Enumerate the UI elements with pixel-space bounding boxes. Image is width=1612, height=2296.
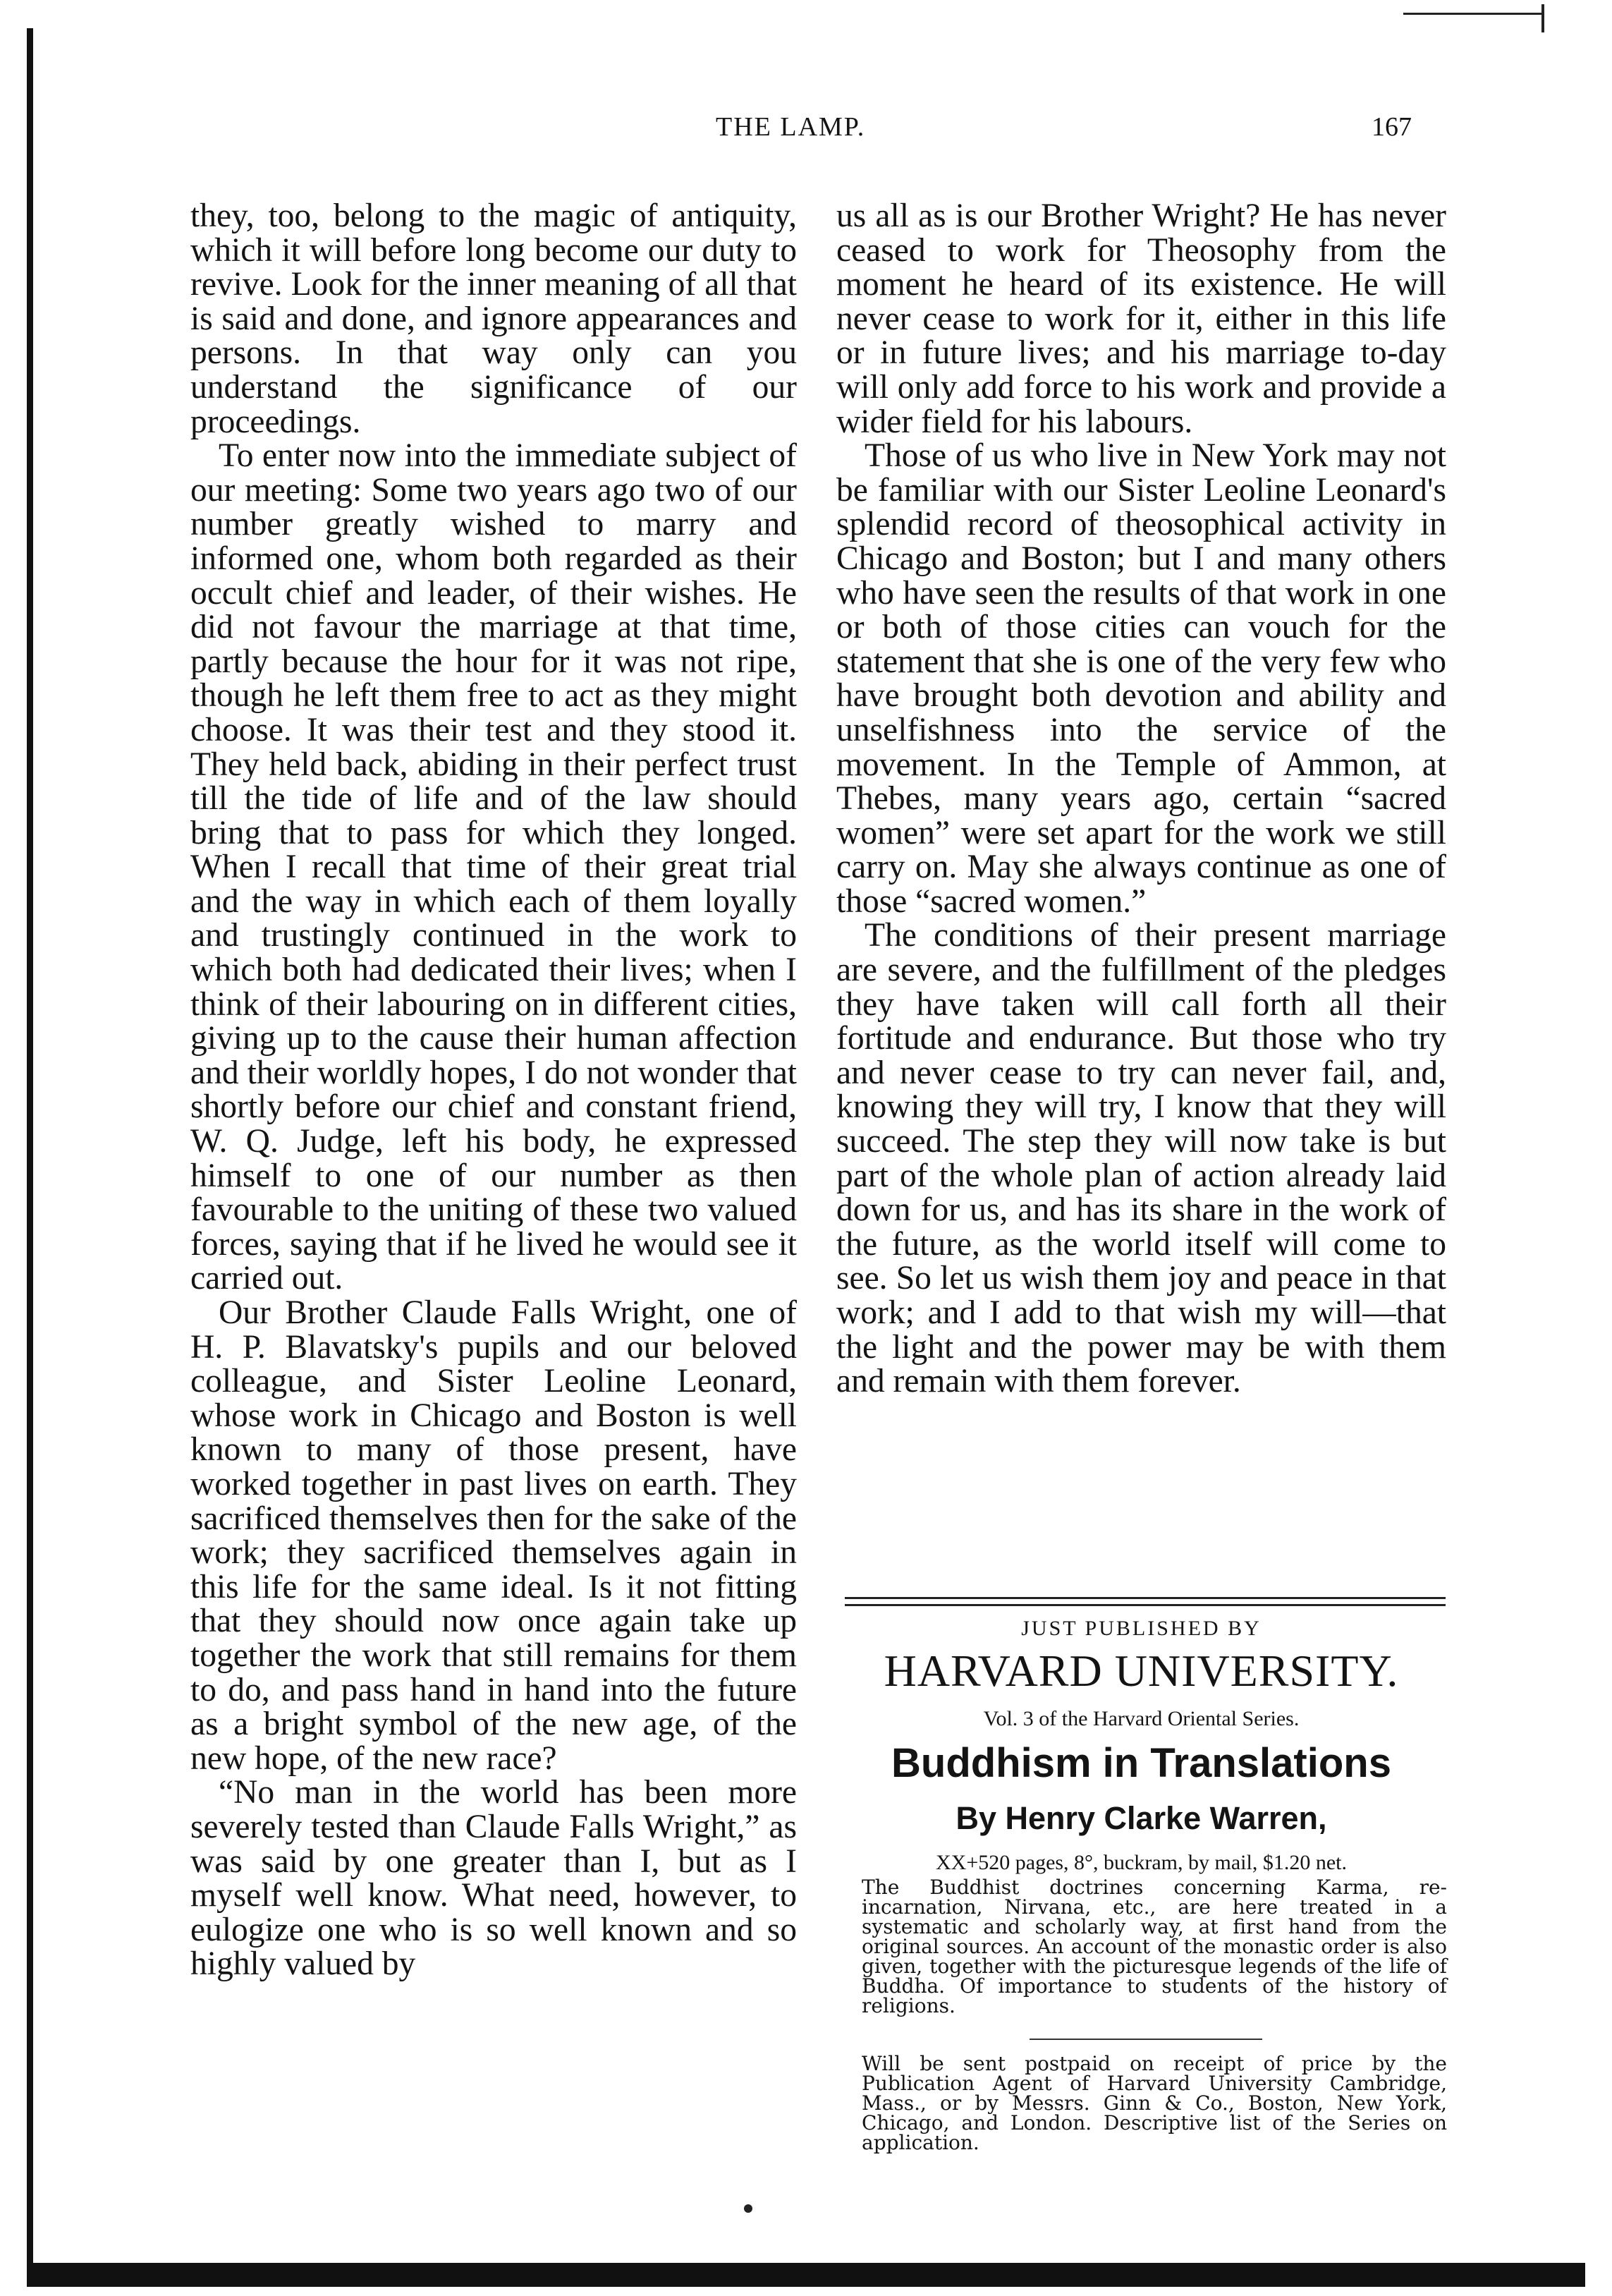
page-number: 167 bbox=[1372, 112, 1412, 142]
ad-description: The Buddhist doctrines concerning Karma, re-incarnation, Nirvana, etc., are here treated in a systematic and scholarly way, at first hand from the original sources. An account of the monastic order is also given, together with the picturesque legends of the life of Buddha. Of importance to students of the history of religions. bbox=[862, 1876, 1447, 2017]
left-column bbox=[190, 199, 797, 1981]
paragraph: us all as is our Brother Wright? He has never ceased to work for Theosophy from the moment he heard of its existence. He will never cease to work for it, either in this life or in future lives; and his marriage to-day will only add force to his work and provide a wider field for his labours. bbox=[836, 198, 1446, 440]
paragraph: Those of us who live in New York may not be familiar with our Sister Leoline Leonard's splendid record of theosophical activity in Chicago and Boston; but I and many others who have seen the results of that work in one or both of those cities can vouch for the statement that she is one of the very few who have brought both devotion and ability and unselfishness into the service of the movement. In the Temple of Ammon, at Thebes, many years ago, certain “sacred women” were set apart for the work we still carry on. May she always continue as one of those “sacred women.” bbox=[836, 437, 1446, 920]
scan-border-bottom bbox=[27, 2263, 1585, 2287]
ad-order-info: Will be sent postpaid on receipt of price by the Publication Agent of Harvard University Cambridge, Mass., or by Messrs. Ginn & Co., Boston, New York, Chicago, and London. Descriptive list of the Series on application. bbox=[862, 2052, 1447, 2154]
ad-author: By Henry Clarke Warren, bbox=[955, 1800, 1327, 1836]
scan-mark-corner bbox=[1541, 4, 1544, 32]
ad-series: Vol. 3 of the Harvard Oriental Series. bbox=[983, 1707, 1300, 1730]
footer-dot bbox=[744, 2204, 752, 2213]
paragraph: “No man in the world has been more severely tested than Claude Falls Wright,” as was said by one greater than I, but as I myself well know. What need, however, to eulogize one who is so well known and so highly valued by bbox=[190, 1774, 797, 1983]
page-header bbox=[190, 111, 1446, 154]
running-head: THE LAMP. bbox=[716, 112, 866, 142]
ad-kicker: JUST PUBLISHED BY bbox=[1021, 1617, 1262, 1640]
scan-mark-top bbox=[1403, 13, 1541, 15]
ad-divider bbox=[1030, 2039, 1262, 2040]
paragraph: they, too, belong to the magic of antiquity, which it will before long become our duty to revive. Look for the inner meaning of all that is said and done, and ignore appearances and persons. In that way only can you understand the significance of our proceedings. bbox=[190, 198, 797, 440]
paragraph: To enter now into the immediate subject of our meeting: Some two years ago two of our number greatly wished to marry and informed one, whom both regarded as their occult chief and leader, of their wishes. He did not favour the marriage at that time, partly because the hour for it was not ripe, though he left them free to act as they might choose. It was their test and they stood it. They held back, abiding in their perfect trust till the tide of life and of the law should bring that to pass for which they longed. When I recall that time of their great trial and the way in which each of them loyally and trustingly continued in the work to which both had dedicated their lives; when I think of their labouring on in different cities, giving up to the cause their human affection and their worldly hopes, I do not wonder that shortly before our chief and constant friend, W. Q. Judge, left his body, he expressed himself to one of our number as then favourable to the uniting of these two valued forces, saying that if he lived he would see it carried out. bbox=[190, 437, 797, 1297]
divider-rule bbox=[845, 1604, 1446, 1606]
ad-book-title: Buddhism in Translations bbox=[891, 1740, 1391, 1786]
paragraph: The conditions of their present marriage are severe, and the fulfillment of the pledges they have taken will call forth all their fortitude and endurance. But those who try and never cease to try can never fail, and, knowing they will try, I know that they will succeed. The step they will now take is but part of the whole plan of action already laid down for us, and has its share in the work of the future, as the world itself will come to see. So let us wish them joy and peace in that work; and I add to that wish my will—that the light and the power may be with them and remain with them forever. bbox=[836, 917, 1446, 1400]
ad-price-line: XX+520 pages, 8°, buckram, by mail, $1.20 net. bbox=[936, 1851, 1347, 1874]
divider-rule bbox=[845, 1597, 1446, 1599]
right-column bbox=[836, 199, 1446, 1399]
scan-border-left bbox=[27, 28, 33, 2285]
ad-publisher: HARVARD UNIVERSITY. bbox=[884, 1646, 1399, 1696]
paragraph: Our Brother Claude Falls Wright, one of H. P. Blavatsky's pupils and our beloved colleague, and Sister Leoline Leonard, whose work in Chicago and Boston is well known to many of those present, have worked together in past lives on earth. They sacrificed themselves then for the sake of the work; they sacrificed themselves again in this life for the same ideal. Is it not fitting that they should now once again take up together the work that still remains for them to do, and pass hand in hand into the future as a bright symbol of the new age, of the new hope, of the new race? bbox=[190, 1294, 797, 1777]
